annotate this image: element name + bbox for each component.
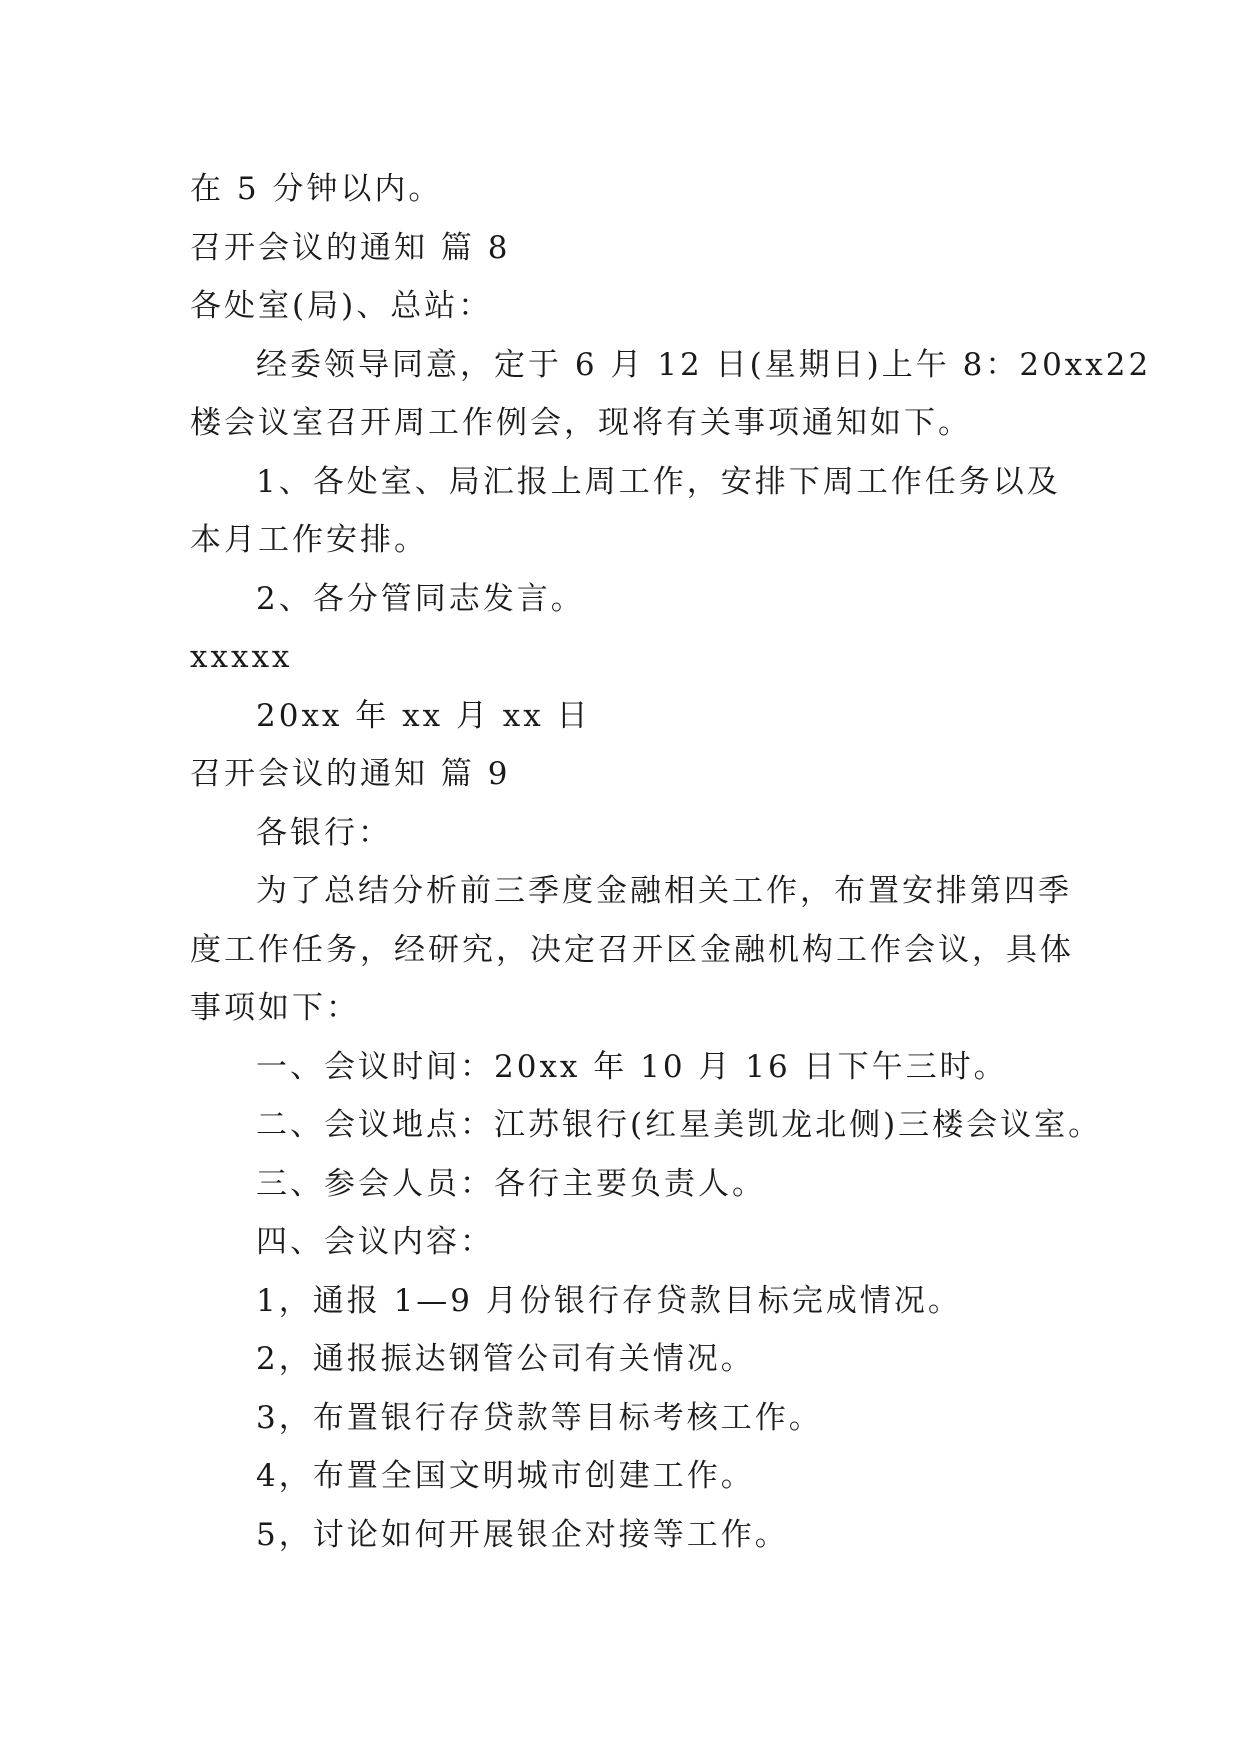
section-heading-8: 召开会议的通知 篇 8 <box>190 229 511 266</box>
list-item: 四、会议内容： <box>256 1224 494 1260</box>
paragraph-line: 度工作任务，经研究，决定召开区金融机构工作会议，具体 <box>190 931 1074 968</box>
list-item: 2，通报振达钢管公司有关情况。 <box>256 1341 755 1377</box>
list-item: 5，讨论如何开展银企对接等工作。 <box>256 1516 789 1553</box>
text-line: 在 5 分钟以内。 <box>190 171 443 207</box>
list-item: 二、会议地点：江苏银行(红星美凯龙北侧)三楼会议室。 <box>256 1107 1103 1143</box>
list-item: 三、参会人员：各行主要负责人。 <box>256 1165 766 1202</box>
list-item: 4，布置全国文明城市创建工作。 <box>256 1458 755 1494</box>
list-item: 1、各处室、局汇报上周工作，安排下周工作任务以及 <box>256 463 1061 500</box>
list-item: 3，布置银行存贷款等目标考核工作。 <box>256 1399 823 1436</box>
paragraph-line: 为了总结分析前三季度金融相关工作，布置安排第四季 <box>256 873 1072 909</box>
salutation: 各银行： <box>256 814 392 851</box>
date-line: 20xx 年 xx 月 xx 日 <box>256 697 591 734</box>
list-item: 一、会议时间：20xx 年 10 月 16 日下午三时。 <box>256 1048 1008 1085</box>
signature: xxxxx <box>190 639 293 675</box>
paragraph-line: 经委领导同意，定于 6 月 12 日(星期日)上午 8：20xx22 <box>256 346 1152 383</box>
list-item-continued: 本月工作安排。 <box>190 522 428 558</box>
document-body <box>190 160 1152 1564</box>
paragraph-line: 事项如下： <box>190 990 360 1026</box>
section-heading-9: 召开会议的通知 篇 9 <box>190 756 511 792</box>
list-item: 1，通报 1—9 月份银行存贷款目标完成情况。 <box>256 1282 962 1319</box>
list-item: 2、各分管同志发言。 <box>256 580 585 617</box>
paragraph-line: 楼会议室召开周工作例会，现将有关事项通知如下。 <box>190 405 972 441</box>
salutation: 各处室(局)、总站： <box>190 288 493 324</box>
